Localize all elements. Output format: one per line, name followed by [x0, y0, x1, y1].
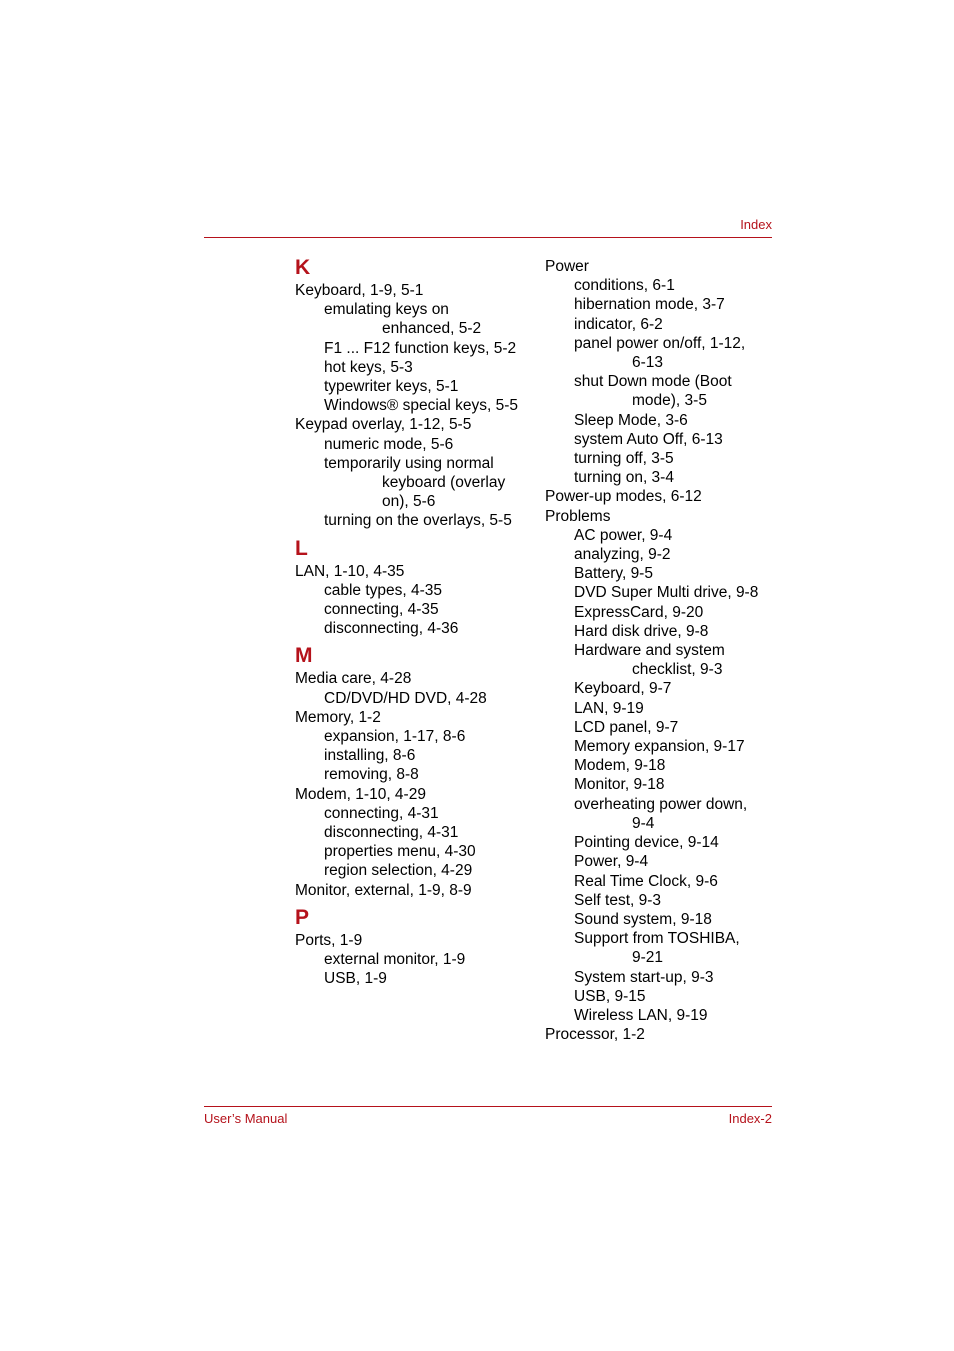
index-subentry: installing, 8-6 — [324, 747, 416, 765]
index-entry-continuation: mode), 3-5 — [632, 392, 707, 410]
index-subentry: cable types, 4-35 — [324, 581, 443, 599]
index-subentry: Sound system, 9-18 — [574, 910, 712, 928]
index-entry: Processor, 1-2 — [545, 1026, 645, 1044]
index-entry: Ports, 1-9 — [295, 931, 363, 949]
index-subentry: Wireless LAN, 9-19 — [574, 1006, 708, 1024]
index-subentry: panel power on/off, 1-12, — [574, 334, 746, 352]
index-subentry: properties menu, 4-30 — [324, 843, 476, 861]
index-entry: Power-up modes, 6-12 — [545, 488, 702, 506]
index-subentry: overheating power down, — [574, 795, 748, 813]
index-subentry: connecting, 4-35 — [324, 601, 439, 619]
index-entry-continuation: keyboard (overlay — [382, 474, 506, 492]
index-subentry: region selection, 4-29 — [324, 862, 473, 880]
index-subentry: Pointing device, 9-14 — [574, 834, 719, 852]
footer-manual-title: User’s Manual — [204, 1111, 288, 1126]
page-header — [204, 214, 772, 238]
index-entry: Keypad overlay, 1-12, 5-5 — [295, 416, 472, 434]
index-entry-continuation: checklist, 9-3 — [632, 661, 723, 679]
index-subentry: Modem, 9-18 — [574, 757, 666, 775]
index-subentry: hot keys, 5-3 — [324, 358, 413, 376]
index-letter-heading: P — [295, 905, 310, 929]
index-entry: Power — [545, 258, 589, 275]
index-subentry: Sleep Mode, 3-6 — [574, 411, 688, 429]
index-subentry: disconnecting, 4-36 — [324, 620, 459, 638]
index-column-left — [295, 256, 535, 989]
index-entry: Monitor, external, 1-9, 8-9 — [295, 881, 472, 899]
index-entry: Media care, 4-28 — [295, 670, 412, 688]
footer-page-number: Index-2 — [728, 1111, 772, 1126]
index-subentry: turning on, 3-4 — [574, 469, 674, 487]
index-subentry: Power, 9-4 — [574, 853, 649, 871]
index-subentry: Battery, 9-5 — [574, 565, 653, 583]
index-subentry: Windows® special keys, 5-5 — [324, 397, 519, 415]
index-subentry: turning on the overlays, 5-5 — [324, 512, 512, 530]
index-subentry: LAN, 9-19 — [574, 699, 644, 717]
index-subentry: Hard disk drive, 9-8 — [574, 622, 709, 640]
index-subentry: turning off, 3-5 — [574, 450, 674, 468]
index-subentry: USB, 9-15 — [574, 987, 646, 1005]
index-subentry: Real Time Clock, 9-6 — [574, 872, 718, 890]
index-entry: Problems — [545, 507, 611, 525]
index-column-right — [545, 257, 785, 1044]
index-entry-continuation: 9-4 — [632, 814, 655, 832]
index-subentry: LCD panel, 9-7 — [574, 718, 679, 736]
index-subentry: DVD Super Multi drive, 9-8 — [574, 584, 759, 602]
index-subentry: removing, 8-8 — [324, 766, 419, 784]
index-subentry: system Auto Off, 6-13 — [574, 430, 723, 448]
index-letter-heading: M — [295, 644, 313, 668]
index-subentry: AC power, 9-4 — [574, 526, 673, 544]
index-entry: Modem, 1-10, 4-29 — [295, 785, 426, 803]
index-subentry: Memory expansion, 9-17 — [574, 738, 745, 756]
index-subentry: emulating keys on — [324, 301, 449, 319]
index-subentry: indicator, 6-2 — [574, 315, 663, 333]
index-entry-continuation: 9-21 — [632, 949, 664, 967]
index-subentry: connecting, 4-31 — [324, 804, 439, 822]
index-subentry: hibernation mode, 3-7 — [574, 296, 725, 314]
index-letter-heading: L — [295, 536, 308, 560]
index-entry-continuation: enhanced, 5-2 — [382, 320, 482, 338]
index-subentry: ExpressCard, 9-20 — [574, 603, 704, 621]
index-subentry: numeric mode, 5-6 — [324, 435, 454, 453]
index-subentry: conditions, 6-1 — [574, 277, 675, 295]
index-subentry: CD/DVD/HD DVD, 4-28 — [324, 689, 487, 707]
index-subentry: external monitor, 1-9 — [324, 951, 466, 969]
index-entry: LAN, 1-10, 4-35 — [295, 562, 405, 580]
index-subentry: System start-up, 9-3 — [574, 968, 714, 986]
index-subentry: temporarily using normal — [324, 454, 494, 472]
index-entry-continuation: 6-13 — [632, 354, 664, 372]
index-subentry: typewriter keys, 5-1 — [324, 378, 459, 396]
index-letter-heading: K — [295, 256, 311, 279]
index-subentry: shut Down mode (Boot — [574, 373, 732, 391]
index-subentry: expansion, 1-17, 8-6 — [324, 728, 466, 746]
index-entry: Memory, 1-2 — [295, 708, 381, 726]
index-entry: Keyboard, 1-9, 5-1 — [295, 282, 424, 299]
index-subentry: Support from TOSHIBA, — [574, 930, 740, 948]
index-subentry: Hardware and system — [574, 642, 725, 660]
index-subentry: Self test, 9-3 — [574, 891, 662, 909]
index-entry-continuation: on), 5-6 — [382, 493, 436, 511]
header-title: Index — [740, 217, 772, 232]
page-footer — [204, 1106, 772, 1126]
index-subentry: Keyboard, 9-7 — [574, 680, 672, 698]
index-subentry: Monitor, 9-18 — [574, 776, 665, 794]
index-subentry: USB, 1-9 — [324, 970, 387, 988]
index-subentry: analyzing, 9-2 — [574, 546, 671, 564]
index-subentry: disconnecting, 4-31 — [324, 824, 459, 842]
index-subentry: F1 ... F12 function keys, 5-2 — [324, 339, 517, 357]
